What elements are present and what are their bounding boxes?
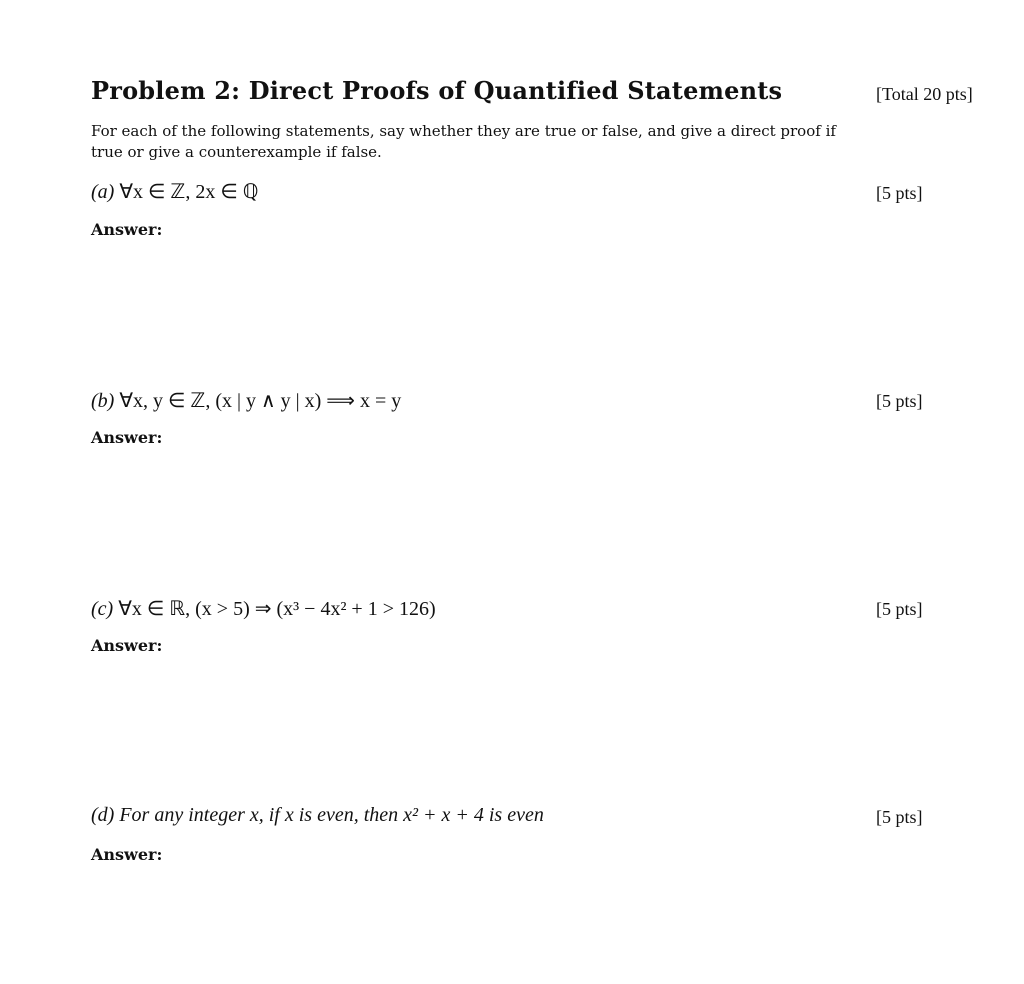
- part-a-label: (a): [91, 181, 115, 203]
- part-b-math: ∀x, y ∈ ℤ, (x | y ∧ y | x) ⟹ x = y: [119, 390, 402, 412]
- part-d-label: (d): [91, 804, 115, 826]
- total-points: [Total 20 pts]: [876, 84, 973, 104]
- part-a-points: [5 pts]: [876, 183, 923, 203]
- problem-title: Problem 2: Direct Proofs of Quantified Statements: [91, 76, 783, 105]
- part-c-math: ∀x ∈ ℝ, (x > 5) ⇒ (x³ − 4x² + 1 > 126): [118, 598, 436, 620]
- part-d-math: For any integer x, if x is even, then x² + x + 4 is even: [119, 804, 544, 826]
- part-b-label: (b): [91, 390, 115, 412]
- part-b-statement: [91, 388, 401, 413]
- part-c-answer-label: Answer:: [91, 636, 163, 655]
- part-b-answer-label: Answer:: [91, 428, 163, 447]
- part-b-points: [5 pts]: [876, 391, 923, 411]
- part-a-statement: [91, 179, 259, 204]
- instructions-line-2: true or give a counterexample if false.: [91, 143, 382, 161]
- part-c-points: [5 pts]: [876, 599, 923, 619]
- part-d-points: [5 pts]: [876, 807, 923, 827]
- part-d-answer-label: Answer:: [91, 845, 163, 864]
- part-d-statement: [91, 804, 544, 827]
- part-c-statement: [91, 596, 436, 621]
- problem-instructions: [91, 121, 871, 163]
- instructions-line-1: For each of the following statements, say whether they are true or false, and give a direct proof if: [91, 122, 836, 140]
- part-c-label: (c): [91, 598, 114, 620]
- part-a-answer-label: Answer:: [91, 220, 163, 239]
- part-a-math: ∀x ∈ ℤ, 2x ∈ ℚ: [119, 181, 259, 203]
